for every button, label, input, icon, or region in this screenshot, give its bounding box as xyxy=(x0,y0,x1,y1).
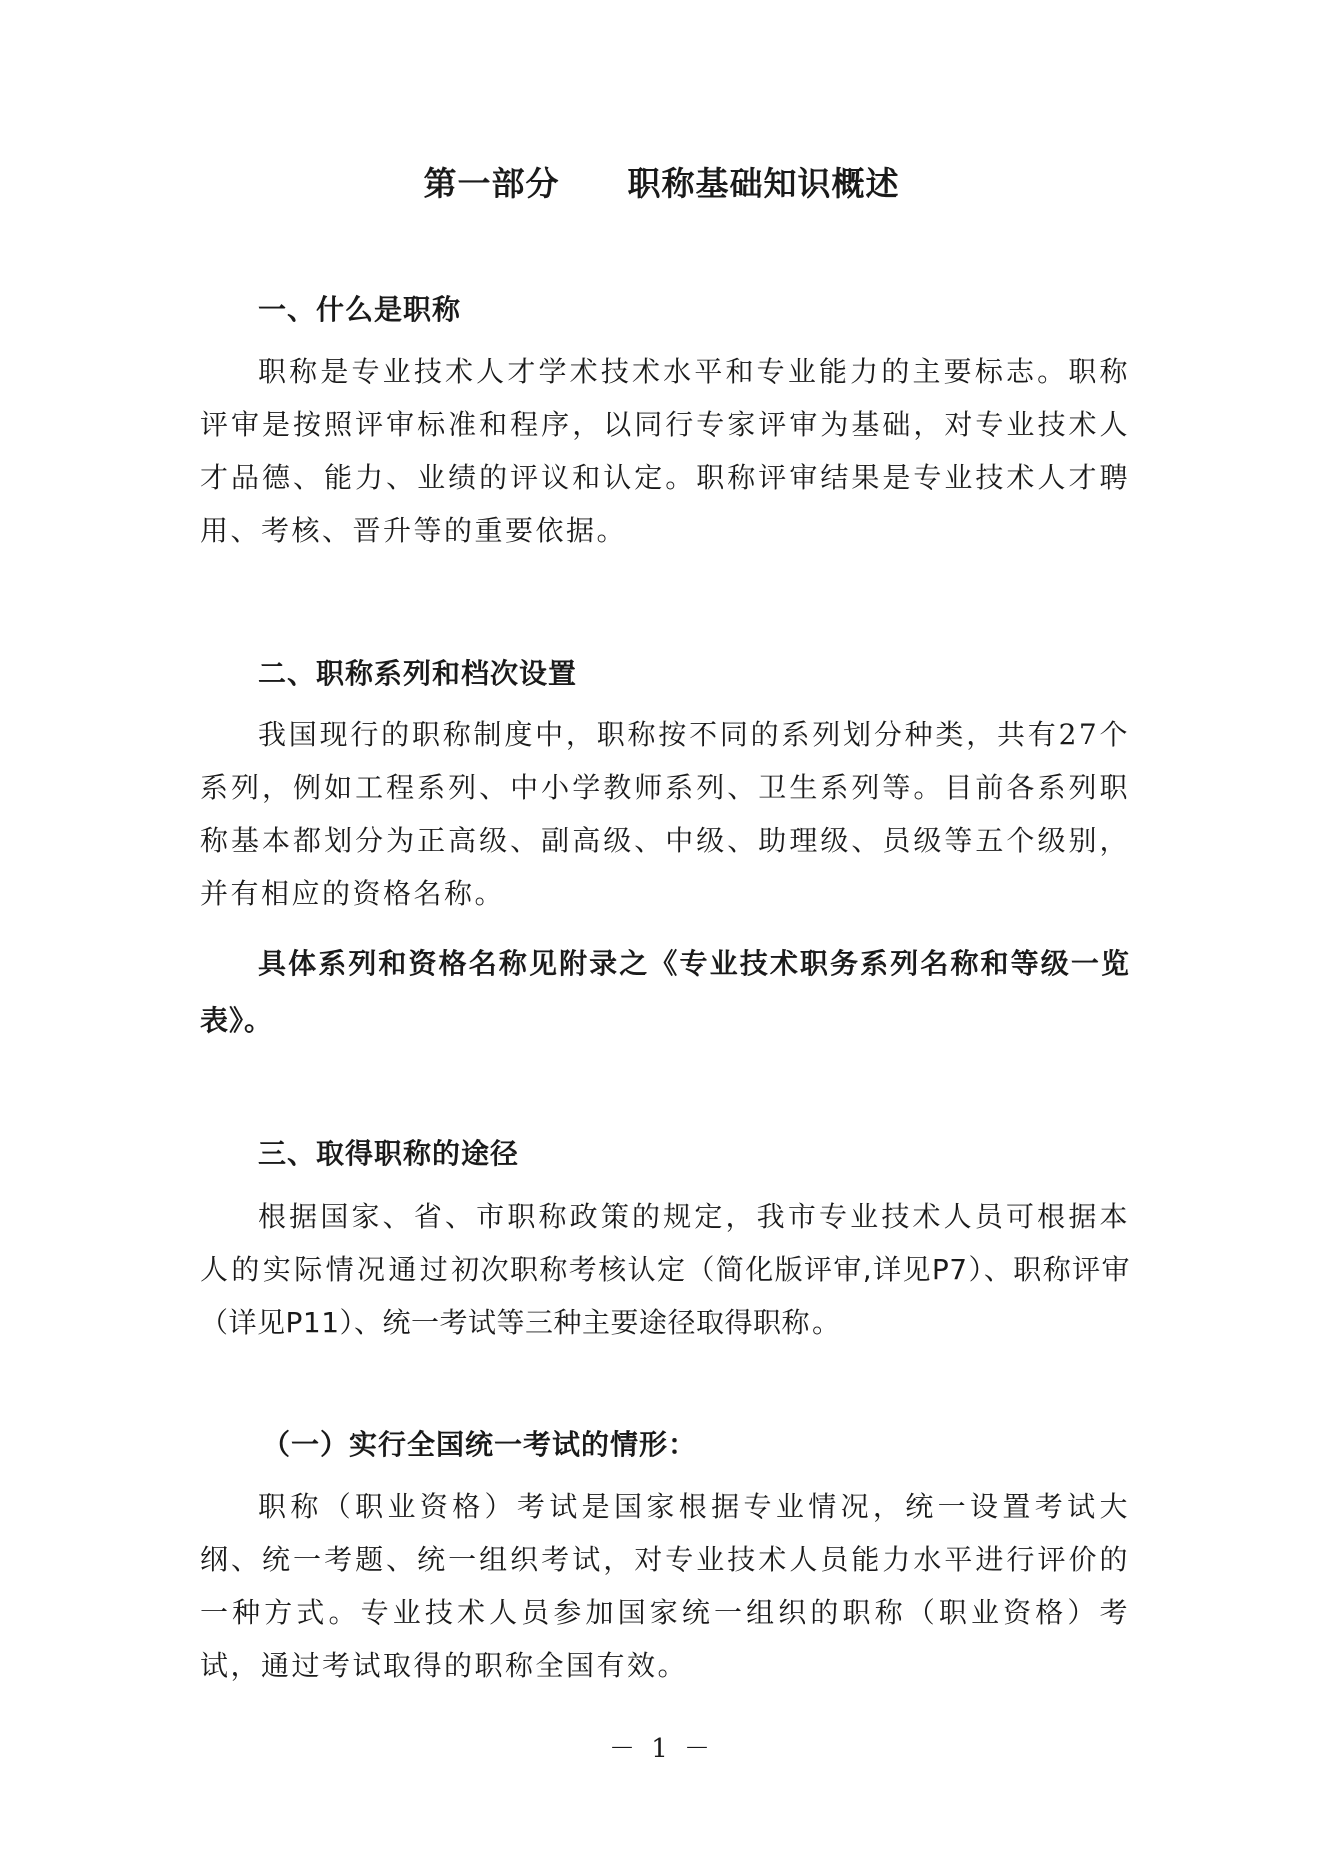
section-paragraph-what-is-title: 职称是专业技术人才学术技术水平和专业能力的主要标志。职称评审是按照评审标准和程序，以同行专家评审为基础，对专业技术人才品德、能力、业绩的评议和认定。职称评审结果是专业技术人才聘用、考核、晋升等的重要依据。 xyxy=(200,355,1130,547)
subsection-paragraph-national-exam: 职称（职业资格）考试是国家根据专业情况，统一设置考试大纲、统一考题、统一组织考试，对专业技术人员能力水平进行评价的一种方式。专业技术人员参加国家统一组织的职称（职业资格）考试，通过考试取得的职称全国有效。 xyxy=(200,1490,1130,1682)
section-paragraph-ways-to-obtain xyxy=(200,1190,1130,1349)
section-paragraph-series-levels: 我国现行的职称制度中，职称按不同的系列划分种类，共有27个系列，例如工程系列、中小学教师系列、卫生系列等。目前各系列职称基本都划分为正高级、副高级、中级、助理级、员级等五个级别，并有相应的资格名称。 xyxy=(200,718,1130,910)
section-heading-series-levels: 二、职称系列和档次设置 xyxy=(258,657,578,690)
section-heading-what-is-title: 一、什么是职称 xyxy=(258,293,462,326)
appendix-note: 具体系列和资格名称见附录之《专业技术职务系列名称和等级一览表》。 xyxy=(200,947,1130,1037)
page-number: － 1 － xyxy=(608,1734,715,1764)
ways-text-part3: 称。 xyxy=(781,1306,843,1339)
subsection-heading-national-exam: （一）实行全国统一考试的情形： xyxy=(262,1428,698,1461)
section-heading-ways-to-obtain: 三、取得职称的途径 xyxy=(258,1137,520,1170)
ways-text-part2: 初次职称考核认定（简化版评审,详见P7）、职称评审（详见P11）、统一考试等三种主要途径取得职 xyxy=(200,1253,1130,1339)
part-title: 第一部分 职称基础知识概述 xyxy=(423,164,900,203)
ways-text-part1: 根据国家、省、市职称政策的规定，我市专业技术人员可根据本人的实际情况通过 xyxy=(200,1200,1130,1286)
